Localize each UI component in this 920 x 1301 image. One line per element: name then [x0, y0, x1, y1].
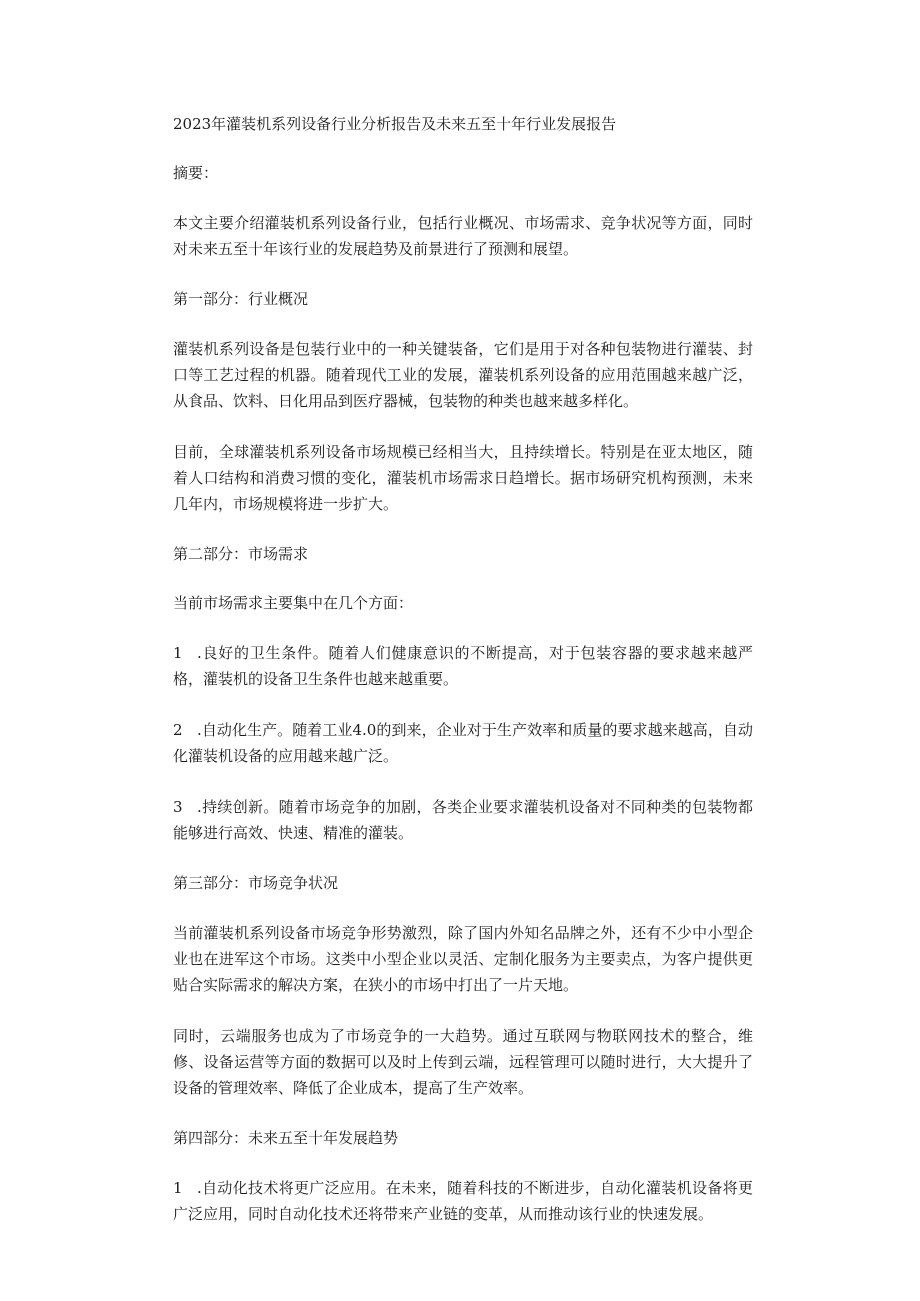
- part4-list-item: [173, 1175, 753, 1227]
- part3-heading: 第三部分：市场竞争状况: [173, 874, 339, 892]
- part1-paragraph-2: 目前，全球灌装机系列设备市场规模已经相当大，且持续增长。特别是在亚太地区，随着人口结构和消费习惯的变化，灌装机市场需求日趋增长。据市场研究机构预测，未来几年内，市场规模将进一步扩大。: [173, 443, 753, 513]
- list-item-text: .自动化技术将更广泛应用。在未来，随着科技的不断进步，自动化灌装机设备将更广泛应用，同时自动化技术还将带来产业链的变革，从而推动该行业的快速发展。: [173, 1179, 753, 1223]
- list-item-text: .良好的卫生条件。随着人们健康意识的不断提高，对于包装容器的要求越来越严格，灌装机的设备卫生条件也越来越重要。: [173, 644, 753, 688]
- part3-paragraph-1: 当前灌装机系列设备市场竞争形势激烈，除了国内外知名品牌之外，还有不少中小型企业也在进军这个市场。这类中小型企业以灵活、定制化服务为主要卖点，为客户提供更贴合实际需求的解决方案，在狭小的市场中打出了一片天地。: [173, 924, 753, 994]
- document-title: 2023年灌装机系列设备行业分析报告及未来五至十年行业发展报告: [173, 115, 617, 133]
- part4-heading: 第四部分：未来五至十年发展趋势: [173, 1129, 399, 1147]
- list-item-number: 2: [173, 721, 183, 739]
- list-item-text: .持续创新。随着市场竞争的加剧，各类企业要求灌装机设备对不同种类的包装物都能够进行高效、快速、精准的灌装。: [173, 798, 753, 842]
- document-body: [173, 112, 753, 1252]
- abstract-heading: 摘要：: [173, 164, 219, 182]
- list-item-number: 1: [173, 1179, 183, 1197]
- list-item-text: .自动化生产。随着工业4.0的到来，企业对于生产效率和质量的要求越来越高，自动化灌装机设备的应用越来越广泛。: [173, 721, 753, 765]
- part2-heading: 第二部分：市场需求: [173, 545, 309, 563]
- part1-paragraph-1: 灌装机系列设备是包装行业中的一种关键装备，它们是用于对各种包装物进行灌装、封口等工艺过程的机器。随着现代工业的发展，灌装机系列设备的应用范围越来越广泛，从食品、饮料、日化用品到医疗器械，包装物的种类也越来越多样化。: [173, 340, 753, 410]
- list-item-number: 3: [173, 798, 183, 816]
- abstract-paragraph: 本文主要介绍灌装机系列设备行业，包括行业概况、市场需求、竞争状况等方面，同时对未来五至十年该行业的发展趋势及前景进行了预测和展望。: [173, 214, 753, 258]
- part1-heading: 第一部分：行业概况: [173, 290, 309, 308]
- part2-list-item: [173, 640, 753, 692]
- part2-intro: 当前市场需求主要集中在几个方面：: [173, 594, 414, 612]
- part2-list-item: [173, 717, 753, 769]
- part3-paragraph-2: 同时，云端服务也成为了市场竞争的一大趋势。通过互联网与物联网技术的整合，维修、设备运营等方面的数据可以及时上传到云端，远程管理可以随时进行，大大提升了设备的管理效率、降低了企业成本，提高了生产效率。: [173, 1027, 753, 1097]
- list-item-number: 1: [173, 644, 183, 662]
- part2-list-item: [173, 794, 753, 846]
